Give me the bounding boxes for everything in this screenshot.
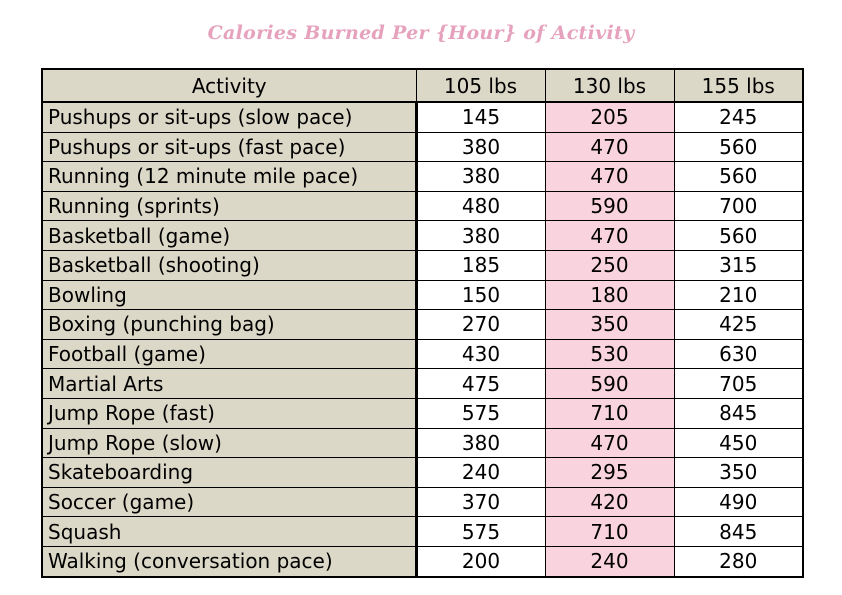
- calorie-value-cell: 560: [674, 162, 803, 192]
- table-row: [42, 132, 803, 162]
- table-row: [42, 369, 803, 399]
- calorie-value-cell: 350: [545, 310, 674, 340]
- activity-cell: Running (12 minute mile pace): [42, 162, 416, 192]
- table-row: [42, 546, 803, 576]
- calorie-value-cell: 240: [545, 546, 674, 576]
- activity-cell: Basketball (shooting): [42, 250, 416, 280]
- table-row: [42, 280, 803, 310]
- calorie-value-cell: 245: [674, 102, 803, 132]
- calorie-value-cell: 700: [674, 191, 803, 221]
- chart-title: Calories Burned Per {Hour} of Activity: [207, 22, 635, 44]
- calorie-value-cell: 380: [416, 428, 545, 458]
- calorie-value-cell: 250: [545, 250, 674, 280]
- calorie-value-cell: 380: [416, 132, 545, 162]
- calorie-value-cell: 475: [416, 369, 545, 399]
- activity-cell: Walking (conversation pace): [42, 546, 416, 576]
- calorie-value-cell: 185: [416, 250, 545, 280]
- table-row: [42, 428, 803, 458]
- table-row: [42, 250, 803, 280]
- calorie-value-cell: 210: [674, 280, 803, 310]
- table-row: [42, 517, 803, 547]
- calorie-value-cell: 315: [674, 250, 803, 280]
- calorie-value-cell: 425: [674, 310, 803, 340]
- activity-cell: Running (sprints): [42, 191, 416, 221]
- calories-table: [41, 68, 804, 578]
- calorie-value-cell: 530: [545, 339, 674, 369]
- calorie-value-cell: 380: [416, 162, 545, 192]
- calorie-value-cell: 145: [416, 102, 545, 132]
- calorie-value-cell: 430: [416, 339, 545, 369]
- calorie-value-cell: 470: [545, 428, 674, 458]
- activity-cell: Bowling: [42, 280, 416, 310]
- calorie-value-cell: 630: [674, 339, 803, 369]
- calorie-value-cell: 240: [416, 458, 545, 488]
- table-row: [42, 162, 803, 192]
- activity-cell: Jump Rope (slow): [42, 428, 416, 458]
- activity-cell: Soccer (game): [42, 487, 416, 517]
- activity-cell: Squash: [42, 517, 416, 547]
- table-row: [42, 339, 803, 369]
- calorie-value-cell: 370: [416, 487, 545, 517]
- table-row: [42, 458, 803, 488]
- calorie-value-cell: 280: [674, 546, 803, 576]
- activity-cell: Pushups or sit-ups (fast pace): [42, 132, 416, 162]
- calorie-value-cell: 590: [545, 369, 674, 399]
- column-header-activity: Activity: [42, 69, 416, 102]
- column-header-130-lbs: 130 lbs: [545, 69, 674, 102]
- calorie-value-cell: 470: [545, 132, 674, 162]
- calorie-value-cell: 705: [674, 369, 803, 399]
- calorie-value-cell: 710: [545, 398, 674, 428]
- activity-cell: Martial Arts: [42, 369, 416, 399]
- calorie-value-cell: 470: [545, 162, 674, 192]
- table-row: [42, 310, 803, 340]
- column-header-105-lbs: 105 lbs: [416, 69, 545, 102]
- calorie-value-cell: 180: [545, 280, 674, 310]
- calorie-value-cell: 480: [416, 191, 545, 221]
- calorie-value-cell: 350: [674, 458, 803, 488]
- calorie-value-cell: 295: [545, 458, 674, 488]
- activity-cell: Basketball (game): [42, 221, 416, 251]
- activity-cell: Boxing (punching bag): [42, 310, 416, 340]
- calorie-value-cell: 560: [674, 132, 803, 162]
- activity-cell: Football (game): [42, 339, 416, 369]
- calorie-value-cell: 845: [674, 398, 803, 428]
- calorie-value-cell: 380: [416, 221, 545, 251]
- table-row: [42, 487, 803, 517]
- table-row: [42, 221, 803, 251]
- calorie-value-cell: 450: [674, 428, 803, 458]
- calorie-value-cell: 420: [545, 487, 674, 517]
- table-row: [42, 191, 803, 221]
- activity-cell: Skateboarding: [42, 458, 416, 488]
- calorie-value-cell: 200: [416, 546, 545, 576]
- activity-cell: Jump Rope (fast): [42, 398, 416, 428]
- calorie-value-cell: 490: [674, 487, 803, 517]
- calorie-value-cell: 575: [416, 398, 545, 428]
- calorie-value-cell: 470: [545, 221, 674, 251]
- header-row: [42, 69, 803, 102]
- column-header-155-lbs: 155 lbs: [674, 69, 803, 102]
- calorie-value-cell: 575: [416, 517, 545, 547]
- calorie-value-cell: 270: [416, 310, 545, 340]
- table-row: [42, 398, 803, 428]
- calorie-value-cell: 710: [545, 517, 674, 547]
- calorie-value-cell: 150: [416, 280, 545, 310]
- calorie-value-cell: 845: [674, 517, 803, 547]
- table-body: [42, 102, 803, 577]
- table-row: [42, 102, 803, 132]
- calorie-value-cell: 205: [545, 102, 674, 132]
- calorie-value-cell: 590: [545, 191, 674, 221]
- activity-cell: Pushups or sit-ups (slow pace): [42, 102, 416, 132]
- calorie-value-cell: 560: [674, 221, 803, 251]
